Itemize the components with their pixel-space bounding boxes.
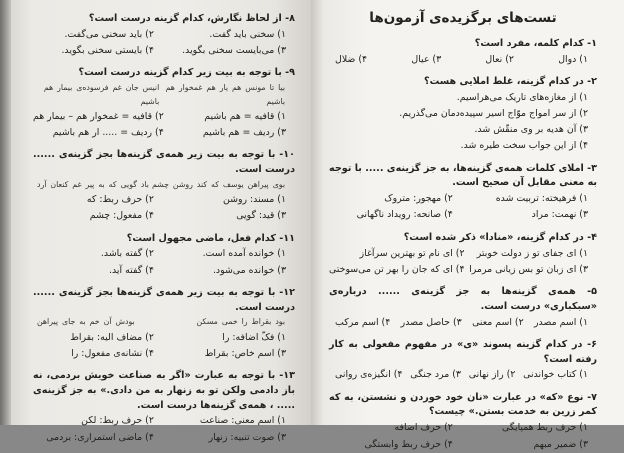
verse-line	[33, 81, 295, 109]
option-item: ۳) آن هدیه بر وی منقّش شد.	[474, 124, 588, 136]
options	[329, 191, 597, 223]
option-item: ۳) ای زبان تو بس زیانی مرمرا	[469, 263, 588, 275]
page-title: تست‌های برگزیده‌ی آزمون‌ها	[369, 10, 557, 26]
question-stem: ۳- املای کلمات همه‌ی گزینه‌ها، به جز گزینه‌ی ..... با توجه به معنی مقابل آن صحیح است.	[329, 162, 597, 189]
question-stem: ۴- در کدام گزینه، «منادا» ذکر شده است؟	[403, 231, 597, 243]
option-item: ۱) سخنی باید گفت.	[209, 28, 286, 40]
option-item: ۱) فرهیخته: تربیت شده	[495, 193, 588, 205]
option-item: ۱) مسند: روشن	[222, 194, 286, 206]
option-item: ۴) ضلال	[335, 53, 368, 65]
option-item: ۲) ای نام تو بهترین سرآغاز	[359, 247, 465, 259]
option-item: ۱) کتاب خواندنی	[523, 369, 588, 381]
option-item: ۳) حاصل مصدر	[400, 316, 462, 328]
question-stem: ۱۲- با توجه به بیت زیر همه‌ی گزینه‌ها بجز گزینه‌ی ...... درست است.	[33, 286, 295, 313]
option-item: ۲) نعال	[485, 53, 514, 65]
page-left	[11, 0, 311, 443]
option-item: ۱) حرف ربط همپایگی	[501, 422, 588, 434]
option-item: ۳) خوانده می‌شود.	[212, 264, 286, 276]
option-item: ۲) مهجور: متروک	[384, 193, 453, 205]
option-item: ۲) حرف اضافه	[394, 422, 453, 434]
question-stem: ۸- از لحاظ نگارش، کدام گزینه درست است؟	[88, 13, 295, 24]
option-item: ۲) گفته باشد.	[100, 248, 154, 260]
options	[329, 90, 597, 155]
question-block	[329, 391, 597, 453]
hemistich-2: بودش آن خم به جای پیراهن	[37, 317, 135, 327]
question-block	[329, 338, 597, 384]
options	[33, 192, 295, 224]
option-item: ۴) مفعول: چشم	[89, 210, 154, 222]
option-item: ۴) نشانه‌ی مفعول: را	[71, 347, 154, 359]
option-item: ۴) ردیف = ..... ار هم باشیم	[52, 127, 164, 139]
question-stem: ۵- همه‌ی گزینه‌ها به جز گزینه‌ی ...... درباره‌ی «سبکباری» درست است.	[329, 285, 597, 312]
option-item: ۲) از سر امواج موّاج اسیر سپیده‌دمان می‌گذریم.	[399, 108, 588, 120]
question-block	[329, 231, 597, 278]
option-item: ۲) مضاف الیه: بقراط	[70, 331, 154, 343]
option-item: ۴) ای که جان را بهر تن می‌سوختی	[329, 263, 465, 275]
question-block	[33, 369, 295, 446]
options	[33, 109, 295, 141]
option-item: ۱) فکّ اضافه: را	[222, 331, 286, 343]
option-item: ۳) می‌بایست سخنی بگوید.	[182, 45, 286, 57]
hemistich-1: بیا تا مونس هم یار هم غمخوار هم باشیم	[165, 83, 285, 107]
question-stem: ۹- با توجه به بیت زیر کدام گزینه درست است؟	[78, 67, 295, 79]
options	[329, 246, 597, 278]
option-item: ۴) بایستی سخنی بگوید.	[61, 45, 154, 57]
verse-line	[33, 315, 295, 329]
options	[329, 315, 597, 331]
options	[33, 330, 295, 362]
question-block	[33, 12, 295, 59]
option-item: ۴) گفته آید.	[109, 264, 154, 276]
option-item: ۴) اسم مرکب	[335, 316, 391, 328]
hemistich-2: باد گویی که به پیر غم کنعان آرد	[37, 180, 149, 190]
option-item: ۳) نهمت: مراد	[531, 209, 588, 221]
question-stem: ۲- در کدام گزینه، غلط املایی هست؟	[424, 76, 597, 88]
question-block	[329, 285, 597, 331]
question-stem: ۷- نوع «که» در عبارت «نان خود خوردن و نشستن، به که کمر زرین به خدمت بستن.» چیست؟	[329, 391, 597, 418]
option-item: ۳) قید: گویی	[236, 210, 286, 222]
question-block	[33, 66, 295, 141]
question-block	[329, 162, 597, 224]
page-right	[311, 0, 624, 450]
question-block	[33, 232, 295, 279]
option-item: ۳) مرد جنگی	[410, 369, 461, 381]
hemistich-2: انیس جان غم فرسوده‌ی بیمار هم باشیم	[43, 83, 160, 107]
option-item: ۳) اسم خاص: بقراط	[204, 347, 286, 359]
options	[33, 246, 295, 278]
option-item: ۱) خوانده آمده است.	[202, 248, 286, 260]
options	[329, 52, 597, 68]
right-questions	[329, 37, 597, 453]
option-item: ۲) قافیه = غمخوار هم – بیمار هم	[33, 111, 164, 123]
option-item: ۲) حرف ربط: لکن	[81, 415, 154, 427]
option-item: ۳) ضمیر مبهم	[533, 438, 588, 450]
hemistich-1: بوی پیراهن یوسف که کند روشن چشم	[151, 180, 285, 190]
option-item: ۱) دوال	[558, 53, 588, 65]
option-item: ۴) صانحه: رویداد ناگهانی	[356, 209, 453, 221]
question-stem: ۱- کدام کلمه، مفرد است؟	[474, 38, 597, 49]
options	[33, 413, 295, 445]
option-item: ۱) از مغازه‌های تاریک می‌هراسیم.	[456, 91, 588, 103]
options	[33, 27, 295, 59]
question-stem: ۶- در کدام گزینه پسوند «ی» در مفهوم مفعولی به کار رفته است؟	[329, 338, 597, 365]
option-item: ۴) ماضی استمراری: بردمی	[46, 431, 154, 443]
option-item: ۴) حرف ربط وابستگی	[364, 438, 453, 450]
option-item: ۳) عیال	[411, 53, 442, 65]
option-item: ۴) از این جواب سخت طیره شد.	[460, 140, 588, 152]
option-item: ۲) باید سخنی می‌گفت.	[64, 28, 154, 40]
option-item: ۱) قافیه = هم باشیم	[204, 111, 286, 123]
option-item: ۲) حرف ربط: که	[86, 194, 154, 206]
option-item: ۳) ردیف = هم باشیم	[202, 127, 286, 139]
option-item: ۱) اسم مصدر	[534, 316, 588, 328]
question-block	[329, 37, 597, 68]
question-stem: ۱۳- با توجه به عبارت «اگر به صناعت خویش بردمی، نه باز دادمی ولکن تو به زنهار به من دادی.» به جز گزینه‌ی ..... ، همه‌ی گزینه‌ها درست است.	[33, 369, 295, 411]
option-item: ۱) اسم معنی: صناعت	[199, 415, 286, 427]
question-block	[33, 148, 295, 224]
option-item: ۴) انگیزه‌ی روانی	[335, 369, 403, 381]
option-item: ۲) اسم معنی	[472, 316, 524, 328]
question-block	[329, 75, 597, 155]
option-item: ۲) راز نهانی	[468, 369, 516, 381]
options	[329, 367, 597, 383]
option-item: ۱) ای جفای تو ز دولت خوبتر	[476, 247, 588, 259]
question-stem: ۱۰- با توجه به بیت زیر همه‌ی گزینه‌ها بجز گزینه‌ی ...... درست است.	[33, 149, 295, 176]
options	[329, 420, 597, 452]
question-block	[33, 286, 295, 362]
left-questions	[33, 12, 295, 446]
option-item: ۳) صوت تنبیه: زنهار	[208, 431, 286, 443]
verse-line	[33, 178, 295, 192]
question-stem: ۱۱- کدام فعل، ماضی مجهول است؟	[126, 232, 295, 244]
hemistich-1: بود بقراط را خمی مسکن	[196, 317, 285, 327]
